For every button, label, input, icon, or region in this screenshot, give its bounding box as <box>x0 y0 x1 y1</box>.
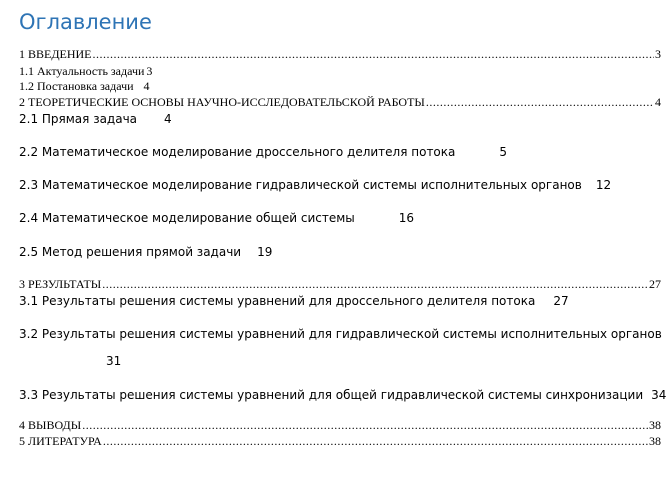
toc-entry-literature[interactable] <box>19 434 661 448</box>
toc-entry-page: 3 <box>655 47 661 61</box>
toc-entry-problem-statement[interactable] <box>19 79 150 93</box>
toc-entry-introduction[interactable] <box>19 47 661 61</box>
dot-leader <box>102 277 648 291</box>
toc-entry-page: 27 <box>649 277 661 291</box>
toc-entry-page: 5 <box>499 145 508 159</box>
toc-entry-hydraulic-actuators-model[interactable] <box>19 177 611 193</box>
toc-entry-title: 3.1 Результаты решения системы уравнений для дроссельного делителя потока <box>19 294 536 308</box>
dot-leader <box>426 95 654 109</box>
toc-entry-page: 4 <box>655 95 661 109</box>
toc-entry-title: 2.4 Математическое моделирование общей системы <box>19 211 355 225</box>
toc-entry-title: 1.1 Актуальность задачи <box>19 64 145 78</box>
toc-entry-title: 2.5 Метод решения прямой задачи <box>19 245 242 259</box>
toc-entry-page: 34 <box>651 388 667 402</box>
toc-entry-hydraulic-actuators-results-page[interactable] <box>106 353 121 369</box>
toc-entry-page: 31 <box>106 354 122 368</box>
toc-heading: Оглавление <box>19 10 152 34</box>
toc-entry-title: 3.3 Результаты решения системы уравнений для общей гидравлической системы синхронизации <box>19 388 644 402</box>
toc-entry-page: 4 <box>143 79 150 93</box>
toc-entry-page: 12 <box>595 178 612 192</box>
toc-entry-relevance[interactable] <box>19 64 152 78</box>
toc-entry-title: 1.2 Постановка задачи <box>19 79 134 93</box>
toc-entry-results[interactable] <box>19 277 661 291</box>
toc-entry-hydraulic-actuators-results[interactable] <box>19 326 662 342</box>
toc-entry-direct-problem[interactable] <box>19 111 172 127</box>
toc-entry-general-system-model[interactable] <box>19 210 414 226</box>
toc-entry-title: 2.1 Прямая задача <box>19 112 138 126</box>
toc-entry-direct-problem-method[interactable] <box>19 244 272 260</box>
toc-entry-page: 16 <box>398 211 415 225</box>
toc-entry-title: 3.2 Результаты решения системы уравнений для гидравлической системы исполнительных органов <box>19 327 662 341</box>
toc-entry-page: 19 <box>257 245 273 259</box>
toc-entry-page: 27 <box>553 294 569 308</box>
toc-entry-page: 4 <box>164 112 172 126</box>
toc-entry-title: 1 ВВЕДЕНИЕ <box>19 47 92 61</box>
toc-entry-throttle-divider-model[interactable] <box>19 144 507 160</box>
toc-entry-title: 5 ЛИТЕРАТУРА <box>19 434 102 448</box>
toc-entry-title: 3 РЕЗУЛЬТАТЫ <box>19 277 102 291</box>
toc-entry-conclusions[interactable] <box>19 418 661 432</box>
dot-leader <box>103 434 648 448</box>
toc-entry-page: 3 <box>146 64 153 78</box>
toc-entry-title: 2.3 Математическое моделирование гидравлической системы исполнительных органов <box>19 178 582 192</box>
toc-entry-theoretical-foundations[interactable] <box>19 95 661 109</box>
toc-entry-page: 38 <box>649 434 661 448</box>
toc-entry-general-system-results[interactable] <box>19 387 666 403</box>
toc-entry-title: 2 ТЕОРЕТИЧЕСКИЕ ОСНОВЫ НАУЧНО-ИССЛЕДОВАТЕЛЬСКОЙ РАБОТЫ <box>19 95 425 109</box>
toc-entry-title: 4 ВЫВОДЫ <box>19 418 82 432</box>
dot-leader <box>82 418 648 432</box>
toc-entry-page: 38 <box>649 418 661 432</box>
toc-entry-throttle-divider-results[interactable] <box>19 293 569 309</box>
toc-entry-title: 2.2 Математическое моделирование дроссельного делителя потока <box>19 145 456 159</box>
dot-leader <box>93 47 654 61</box>
